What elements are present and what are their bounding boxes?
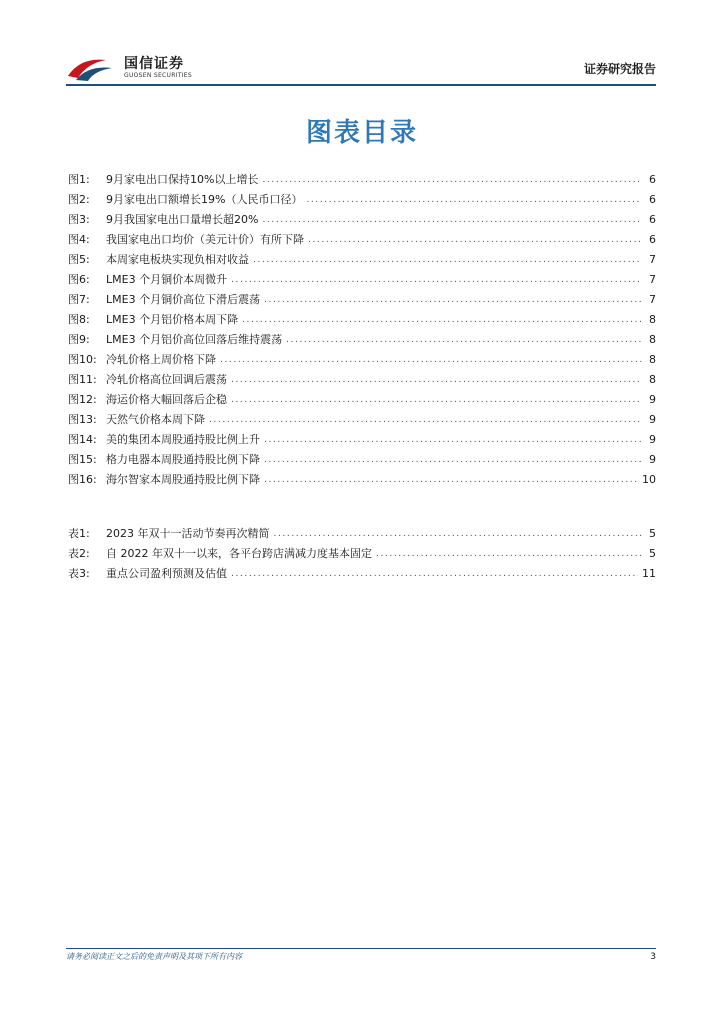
dot-leader — [231, 270, 642, 290]
dot-leader — [231, 564, 638, 584]
figure-list — [68, 170, 656, 490]
dot-leader — [264, 450, 642, 470]
toc-entry-page: 6 — [649, 233, 656, 246]
toc-entry-number: 图10: — [68, 353, 97, 366]
toc-entry-title: LME3 个月铝价高位回落后维持震荡 — [106, 333, 283, 346]
dot-leader — [306, 190, 642, 210]
dot-leader — [242, 310, 642, 330]
header-divider — [66, 84, 656, 86]
page-title: 图表目录 — [305, 118, 418, 148]
dot-leader — [264, 430, 642, 450]
toc-entry-page: 9 — [649, 433, 656, 446]
toc-entry-page: 6 — [649, 173, 656, 186]
toc-entry-number: 图5: — [68, 253, 90, 266]
toc-entry-number: 图8: — [68, 313, 90, 326]
figure-toc-entry[interactable] — [68, 370, 656, 390]
toc-entry-page: 8 — [649, 313, 656, 326]
figure-toc-entry[interactable] — [68, 170, 656, 190]
toc-entry-page: 10 — [642, 473, 656, 486]
figure-toc-entry[interactable] — [68, 190, 656, 210]
report-type-label: 证券研究报告 — [583, 62, 656, 76]
figure-toc-entry[interactable] — [68, 390, 656, 410]
toc-entry-page: 5 — [649, 527, 656, 540]
toc-entry-title: 9月家电出口额增长19%（人民币口径） — [106, 193, 303, 206]
toc-entry-title: 冷轧价格高位回调后震荡 — [106, 373, 227, 386]
toc-entry-page: 9 — [649, 453, 656, 466]
toc-entry-page: 9 — [649, 413, 656, 426]
dot-leader — [308, 230, 642, 250]
toc-entry-number: 图3: — [68, 213, 90, 226]
toc-entry-page: 8 — [649, 333, 656, 346]
toc-entry-title: 我国家电出口均价（美元计价）有所下降 — [106, 233, 304, 246]
toc-entry-title: LME3 个月铝价格本周下降 — [106, 313, 239, 326]
dot-leader — [376, 544, 642, 564]
table-toc-entry[interactable] — [68, 564, 656, 584]
toc-entry-number: 图14: — [68, 433, 97, 446]
toc-entry-number: 表2: — [68, 547, 90, 560]
figure-toc-entry[interactable] — [68, 290, 656, 310]
figure-toc-entry[interactable] — [68, 250, 656, 270]
figure-toc-entry[interactable] — [68, 310, 656, 330]
dot-leader — [264, 290, 642, 310]
dot-leader — [262, 210, 642, 230]
toc-entry-page: 8 — [649, 353, 656, 366]
figure-toc-entry[interactable] — [68, 270, 656, 290]
toc-entry-title: 天然气价格本周下降 — [106, 413, 205, 426]
dot-leader — [231, 370, 642, 390]
dot-leader — [262, 170, 642, 190]
toc-entry-page: 5 — [649, 547, 656, 560]
toc-entry-number: 表1: — [68, 527, 90, 540]
logo-subtext: GUOSEN SECURITIES — [124, 72, 193, 79]
toc-entry-title: 美的集团本周股通持股比例上升 — [106, 433, 260, 446]
disclaimer-note: 请务必阅读正文之后的免责声明及其项下所有内容 — [66, 952, 242, 961]
figure-toc-entry[interactable] — [68, 410, 656, 430]
figure-toc-entry[interactable] — [68, 230, 656, 250]
toc-entry-page: 7 — [649, 273, 656, 286]
toc-entry-title: LME3 个月铜价本周微升 — [106, 273, 228, 286]
guosen-logo-icon — [66, 54, 114, 82]
logo-text: 国信证券 — [124, 56, 184, 72]
toc-entry-number: 图6: — [68, 273, 90, 286]
toc-entry-number: 图4: — [68, 233, 90, 246]
toc-entry-title: 9月我国家电出口量增长超20% — [106, 213, 259, 226]
toc-entry-page: 6 — [649, 193, 656, 206]
toc-entry-title: 海运价格大幅回落后企稳 — [106, 393, 227, 406]
figure-toc-entry[interactable] — [68, 470, 656, 490]
toc-entry-title: 本周家电板块实现负相对收益 — [106, 253, 249, 266]
table-toc-entry[interactable] — [68, 524, 656, 544]
toc-entry-page: 11 — [642, 567, 656, 580]
page-number: 3 — [650, 952, 656, 962]
figure-toc-entry[interactable] — [68, 210, 656, 230]
dot-leader — [220, 350, 642, 370]
toc-entry-number: 图2: — [68, 193, 90, 206]
toc-entry-page: 7 — [649, 253, 656, 266]
toc-entry-title: 9月家电出口保持10%以上增长 — [106, 173, 259, 186]
toc-entry-number: 图9: — [68, 333, 90, 346]
toc-entry-page: 9 — [649, 393, 656, 406]
table-list — [68, 524, 656, 584]
toc-entry-number: 表3: — [68, 567, 90, 580]
toc-entry-title: LME3 个月铜价高位下滑后震荡 — [106, 293, 261, 306]
dot-leader — [286, 330, 642, 350]
toc-entry-number: 图7: — [68, 293, 90, 306]
toc-entry-title: 冷轧价格上周价格下降 — [106, 353, 216, 366]
guosen-logo — [66, 50, 216, 86]
toc-entry-title: 自 2022 年双十一以来，各平台跨店满减力度基本固定 — [106, 547, 372, 560]
figure-toc-entry[interactable] — [68, 450, 656, 470]
toc-entry-page: 6 — [649, 213, 656, 226]
toc-entry-number: 图13: — [68, 413, 97, 426]
toc-entry-number: 图15: — [68, 453, 97, 466]
toc-entry-number: 图1: — [68, 173, 90, 186]
toc-entry-page: 8 — [649, 373, 656, 386]
toc-entry-number: 图11: — [68, 373, 97, 386]
page-header — [66, 50, 656, 86]
footer-divider — [66, 948, 656, 949]
figure-toc-entry[interactable] — [68, 430, 656, 450]
dot-leader — [231, 390, 642, 410]
dot-leader — [253, 250, 642, 270]
figure-toc-entry[interactable] — [68, 350, 656, 370]
toc-entry-page: 7 — [649, 293, 656, 306]
dot-leader — [209, 410, 642, 430]
figure-toc-entry[interactable] — [68, 330, 656, 350]
dot-leader — [264, 470, 638, 490]
dot-leader — [274, 524, 643, 544]
toc-entry-title: 海尔智家本周股通持股比例下降 — [106, 473, 260, 486]
toc-entry-number: 图12: — [68, 393, 97, 406]
toc-entry-number: 图16: — [68, 473, 97, 486]
toc-entry-title: 格力电器本周股通持股比例下降 — [106, 453, 260, 466]
table-toc-entry[interactable] — [68, 544, 656, 564]
toc-entry-title: 重点公司盈利预测及估值 — [106, 567, 227, 580]
toc-entry-title: 2023 年双十一活动节奏再次精简 — [106, 527, 270, 540]
